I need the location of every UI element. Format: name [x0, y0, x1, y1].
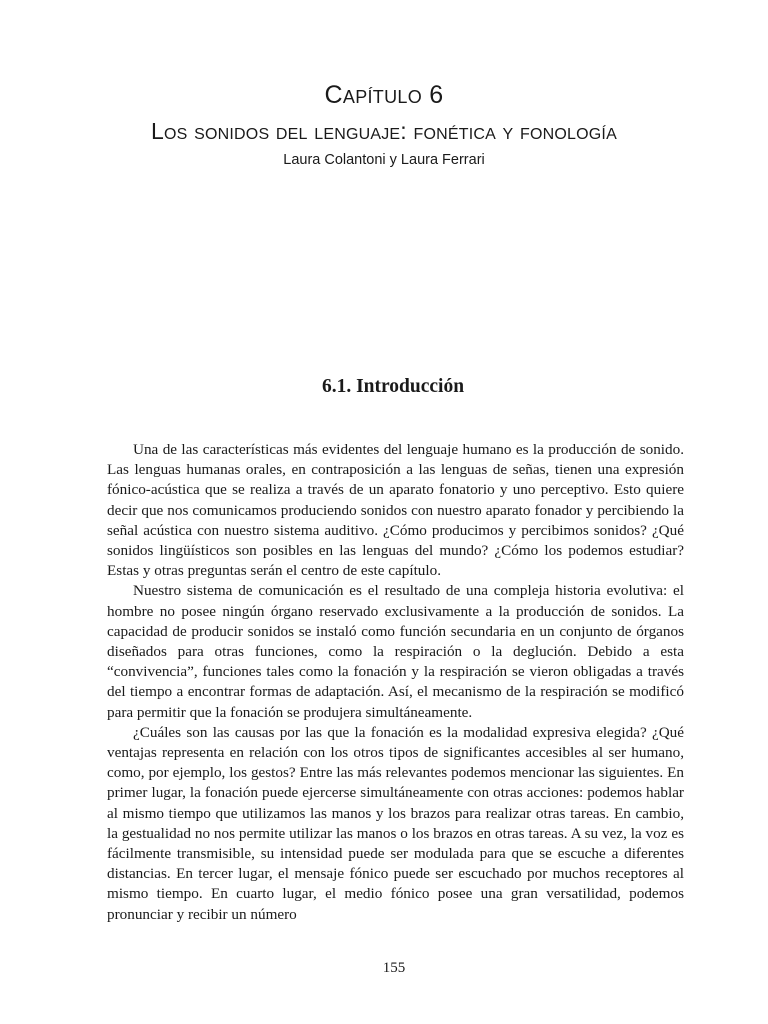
chapter-title: Los sonidos del lenguaje: fonética y fonología [151, 118, 617, 144]
section-heading: 6.1. Introducción [321, 376, 465, 397]
page-number: 155 [382, 960, 406, 976]
paragraph: ¿Cuáles son las causas por las que la fonación es la modalidad expresiva elegida? ¿Qué ventajas representa en relación con los otros tipos de significantes accesibles al ser humano, como, por ejemplo, los gestos? Entre las más relevantes podemos mencionar las siguientes. En primer lugar, la fonación puede ejercerse simultáneamente con otras acciones: podemos hablar al mismo tiempo que utilizamos las manos y los brazos para realizar otras tareas. En cambio, la gestualidad no nos permite utilizar las manos o los brazos en otras tareas. A su vez, la voz es fácilmente transmisible, su intensidad puede ser modulada para que se escuche a diferentes distancias. En tercer lugar, el mensaje fónico puede ser escuchado por muchos receptores al mismo tiempo. En cuarto lugar, el medio fónico posee una gran versatilidad, podemos pronunciar y recibir un número [107, 723, 684, 923]
paragraph: Una de las características más evidentes del lenguaje humano es la producción de sonido. Las lenguas humanas orales, en contraposición a las lenguas de señas, tienen una expresión fónico-acústica que se realiza a través de un aparato fonatorio y uno perceptivo. Esto quiere decir que nos comunicamos produciendo sonidos con nuestro aparato fonador y percibiendo la señal acústica con nuestro sistema auditivo. ¿Cómo producimos y percibimos sonidos? ¿Qué sonidos lingüísticos son posibles en las lenguas del mundo? ¿Cómo los podemos estudiar? Estas y otras preguntas serán el centro de este capítulo. [107, 441, 684, 580]
paragraph: Nuestro sistema de comunicación es el resultado de una compleja historia evolutiva: el hombre no posee ningún órgano reservado exclusivamente a la producción de sonidos. La capacidad de producir sonidos se instaló como función secundaria en un conjunto de órganos diseñados para otras funciones, como la respiración o la deglución. Debido a esta “convivencia”, funciones tales como la fonación y la respiración se vieron obligadas a través del tiempo a encontrar formas de adaptación. Así, el mecanismo de la respiración se modificó para permitir que la fonación se produjera simultáneamente. [107, 582, 684, 721]
chapter-label: Capítulo 6 [324, 81, 444, 109]
body-text [107, 440, 684, 925]
chapter-authors: Laura Colantoni y Laura Ferrari [283, 152, 485, 168]
